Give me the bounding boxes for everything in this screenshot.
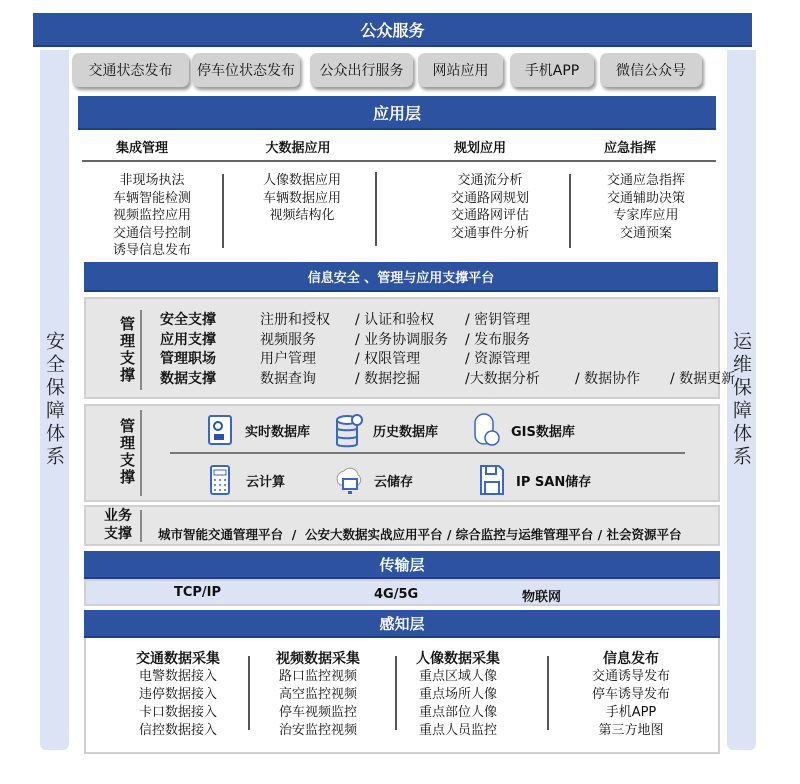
ip-san-storage: IP SAN储存: [478, 464, 591, 496]
floppy-disk-icon: [478, 464, 506, 496]
app-col-header: 规划应用: [453, 141, 506, 156]
realtime-db: 实时数据库: [207, 414, 310, 446]
cloud-compute: 云计算: [208, 464, 285, 496]
biz-platforms: 城市智能交通管理平台 / 公安大数据实战应用平台 / 综合监控与运维管理平台 / 社会资源平台: [158, 527, 682, 542]
service-wechat[interactable]: 微信公众号: [600, 53, 702, 87]
app-col-items: 交通流分析 交通路网规划 交通路网评估 交通事件分析: [450, 173, 529, 241]
app-layer-header: 应用层: [78, 96, 716, 130]
mgmt-row: 管理职场 用户管理 / 权限管理 / 资源管理: [160, 351, 531, 367]
service-traffic-status[interactable]: 交通状态发布: [72, 53, 189, 87]
calculator-icon: [208, 464, 236, 496]
gis-db: GIS数据库: [473, 412, 575, 448]
biz-support-label: 业务支撑: [104, 508, 132, 542]
app-col-header: 应急指挥: [603, 141, 656, 156]
divider: [375, 172, 377, 246]
divider: [569, 174, 571, 248]
divider: [547, 656, 549, 730]
service-public-travel[interactable]: 公众出行服务: [310, 53, 413, 87]
divider: [140, 310, 142, 390]
security-system-sidebar: [40, 50, 69, 750]
app-col-items: 非现场执法 车辆智能检测 视频监控应用 交通信号控制 诱导信息发布: [112, 173, 191, 258]
divider: [140, 510, 142, 542]
public-service-header: 公众服务: [33, 13, 752, 47]
perception-col: 信息发布 交通诱导发布 停车诱导发布 手机APP 第三方地图: [591, 651, 670, 738]
cloud-storage: 云储存: [336, 463, 413, 497]
service-parking-status[interactable]: 停车位状态发布: [192, 53, 300, 87]
perception-col: 视频数据采集 路口监控视频 高空监控视频 停车视频监控 治安监控视频: [276, 651, 360, 738]
mgmt-row: 数据支撑 数据查询 / 数据挖掘 /大数据分析 / 数据协作 / 数据更新: [160, 371, 736, 387]
perception-layer-header: 感知层: [84, 610, 720, 638]
app-col-items: 交通应急指挥 交通辅助决策 专家库应用 交通预案: [606, 173, 685, 241]
divider: [222, 174, 224, 248]
divider: [170, 452, 685, 454]
divider: [140, 410, 142, 496]
app-col-header: 集成管理: [115, 141, 168, 156]
platform-header: 信息安全 、管理与应用支撑平台: [84, 262, 718, 292]
mgmt-support-label: 管理支撑: [118, 316, 136, 384]
history-db: 历史数据库: [335, 412, 438, 448]
mgmt-row: 安全支撑 注册和授权 / 认证和验权 / 密钥管理: [160, 312, 531, 328]
cloud-storage-icon: [336, 463, 364, 497]
app-col-header: 大数据应用: [265, 141, 331, 156]
perception-col: 人像数据采集 重点区域人像 重点场所人像 重点部位人像 重点人员监控: [416, 651, 500, 738]
transport-layer-header: 传输层: [84, 551, 720, 579]
gis-database-icon: [473, 412, 501, 448]
history-database-icon: [335, 412, 363, 448]
transport-row: TCP/IP 4G/5G 物联网: [84, 579, 720, 606]
mgmt-row: 应用支撑 视频服务 / 业务协调服务 / 发布服务: [160, 332, 531, 348]
service-website[interactable]: 网站应用: [418, 53, 503, 87]
perception-col: 交通数据采集 电警数据接入 违停数据接入 卡口数据接入 信控数据接入: [136, 651, 220, 738]
divider: [82, 160, 716, 162]
ops-system-sidebar: [727, 50, 756, 750]
service-mobile-app[interactable]: 手机APP: [510, 53, 594, 87]
ops-system-label: 运维保障体系: [730, 331, 752, 469]
security-system-label: 安全保障体系: [43, 331, 65, 469]
app-col-items: 人像数据应用 车辆数据应用 视频结构化: [262, 173, 341, 223]
realtime-database-icon: [207, 414, 235, 446]
infra-support-label: 管理支撑: [118, 418, 136, 486]
